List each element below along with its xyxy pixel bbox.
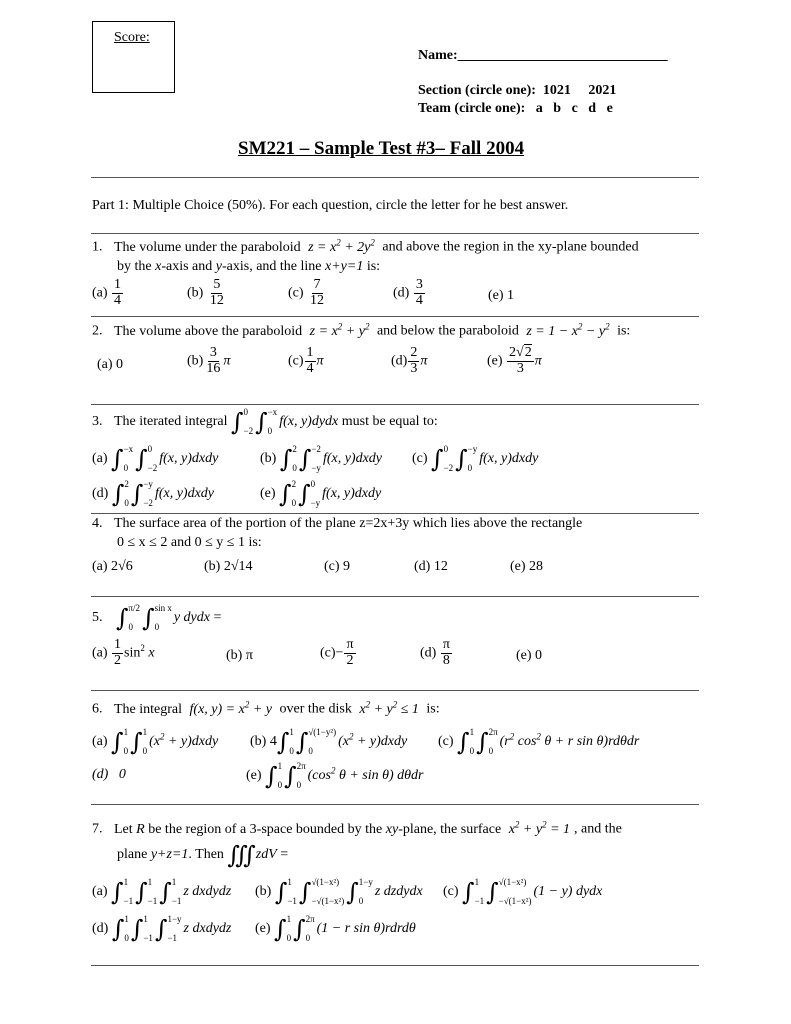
- q1-choice-a[interactable]: (a) $\frac{1}{4}$: [92, 277, 122, 308]
- q3-choice-d[interactable]: (d) ∫ 2 0 ∫ −y −2 f(x, y)dxdy: [92, 479, 215, 508]
- divider: [91, 965, 699, 966]
- q5-choice-b[interactable]: (b) π: [226, 648, 253, 663]
- q3-choice-e[interactable]: (e) ∫ 2 0 ∫ 0 −y f(x, y)dxdy: [260, 479, 382, 508]
- score-label: Score:: [114, 30, 150, 45]
- team-label: Team (circle one): a b c d e: [418, 101, 613, 116]
- q5-choice-c[interactable]: (c)− $\frac{\pi}{2}$: [320, 637, 354, 668]
- q2-choice-e[interactable]: (e) $\frac{2√2}{3}$ π: [487, 345, 542, 376]
- q4-choice-e[interactable]: (e) 28: [510, 559, 544, 574]
- q7-choice-a[interactable]: (a) ∫ 1 −1 ∫ 1 −1 ∫ 1 −1 z dxdydz: [92, 877, 232, 906]
- question-1-line2: by the x-axis and y-axis, and the line x+y=1 is:: [117, 259, 381, 274]
- q1-choice-e[interactable]: (e) 1: [488, 288, 515, 303]
- q6-choice-b[interactable]: (b) 4 ∫ 1 0 ∫ √(1−y²) 0 ($x^2$ + y)dxdy: [250, 727, 408, 756]
- question-4-line2: 0 ≤ x ≤ 2 and 0 ≤ y ≤ 1 is:: [117, 535, 262, 550]
- question-2: 2. The volume above the paraboloid $z = x^2 + y^2$ and below the paraboloid $z = 1 - x^2 - y^2$ is:: [92, 321, 631, 339]
- question-4: 4. The surface area of the portion of the plane z=2x+3y which lies above the rectangle: [92, 516, 583, 531]
- q3-choice-a[interactable]: (a) ∫ −x 0 ∫ 0 −2 f(x, y)dxdy: [92, 444, 219, 473]
- question-7-line2: plane y+z=1. Then ∭ zdV =: [117, 841, 289, 869]
- q4-choice-b[interactable]: (b) 2√14: [204, 559, 253, 574]
- question-text: The volume under the paraboloid: [114, 239, 301, 255]
- question-3: 3. The iterated integral ∫ 0 −2 ∫ −x 0 f(x, y)dydx must be equal to:: [92, 407, 438, 436]
- question-text: and above the region in the xy-plane bounded: [382, 239, 639, 255]
- q2-choice-b[interactable]: (b) $\frac{3}{16}$ π: [187, 345, 231, 376]
- q6-choice-a[interactable]: (a) ∫ 1 0 ∫ 1 0 ($x^2$ + y)dxdy: [92, 727, 219, 756]
- q5-choice-a[interactable]: (a) $\frac{1}{2}$ $\sin^2 x$: [92, 637, 155, 668]
- name-field[interactable]: Name:______________________________: [418, 48, 668, 63]
- q6-choice-e[interactable]: (e) ∫ 1 0 ∫ 2π 0 ($\cos^2$ θ + sin θ) dθdr: [246, 761, 424, 790]
- q7-choice-b[interactable]: (b) ∫ 1 −1 ∫ √(1−x²) −√(1−x²) ∫ 1−y 0 z dzdydx: [255, 877, 423, 906]
- q6-choice-c[interactable]: (c) ∫ 1 0 ∫ 2π 0 ($r^2$ $\cos^2 \theta + r$ sin θ)rdθdr: [438, 727, 640, 756]
- q2-choice-a[interactable]: (a) 0: [97, 357, 124, 372]
- q4-choice-a[interactable]: (a) 2√6: [92, 559, 133, 574]
- page-title: SM221 – Sample Test #3– Fall 2004: [238, 138, 525, 159]
- question-number: 1.: [92, 239, 103, 255]
- q7-choice-c[interactable]: (c) ∫ 1 −1 ∫ √(1−x²) −√(1−x²) (1 − y) dydx: [443, 877, 603, 906]
- q6-choice-d[interactable]: (d) 0: [92, 767, 126, 782]
- q5-choice-d[interactable]: (d) $\frac{\pi}{8}$: [420, 637, 450, 668]
- q5-choice-e[interactable]: (e) 0: [516, 648, 543, 663]
- part1-instructions: Part 1: Multiple Choice (50%). For each question, circle the letter for he best answer.: [92, 198, 569, 213]
- q2-choice-c[interactable]: (c) $\frac{1}{4}$ π: [288, 345, 324, 376]
- divider: [91, 404, 699, 405]
- divider: [91, 804, 699, 805]
- q1-choice-c[interactable]: (c) $\frac{7}{12}$: [288, 277, 325, 308]
- divider: [91, 596, 699, 597]
- section-label: Section (circle one): 1021 2021: [418, 83, 617, 98]
- question-7: 7. Let R be the region of a 3-space bounded by the xy-plane, the surface $x^2 + y^2 = 1$ , and the: [92, 819, 622, 837]
- divider: [91, 177, 699, 178]
- q1-choice-b[interactable]: (b) $\frac{5}{12}$: [187, 277, 224, 308]
- divider: [91, 513, 699, 514]
- q1-choice-d[interactable]: (d) $\frac{3}{4}$: [393, 277, 423, 308]
- q7-choice-d[interactable]: (d) ∫ 1 0 ∫ 1 −1 ∫ 1−y −1 z dxdydz: [92, 914, 232, 943]
- question-1: 1. The volume under the paraboloid $z = x^2 + 2y^2$ and above the region in the xy-plane bounded: [92, 237, 639, 255]
- divider: [91, 316, 699, 317]
- q7-choice-e[interactable]: (e) ∫ 1 0 ∫ 2π 0 (1 − r sin θ)rdrdθ: [255, 914, 416, 943]
- question-5: 5. ∫ π/2 0 ∫ sin x 0 y dydx =: [92, 603, 222, 632]
- q3-choice-c[interactable]: (c) ∫ 0 −2 ∫ −y 0 f(x, y)dxdy: [412, 444, 539, 473]
- q3-choice-b[interactable]: (b) ∫ 2 0 ∫ −2 −y f(x, y)dxdy: [260, 444, 383, 473]
- question-6: 6. The integral f(x, $y) = x^2 + y$ over the disk $x^2 + y^2 \le 1$ is:: [92, 699, 440, 717]
- q4-choice-c[interactable]: (c) 9: [324, 559, 351, 574]
- q2-choice-d[interactable]: (d) $\frac{2}{3}$ π: [391, 345, 428, 376]
- divider: [91, 233, 699, 234]
- q4-choice-d[interactable]: (d) 12: [414, 559, 448, 574]
- divider: [91, 690, 699, 691]
